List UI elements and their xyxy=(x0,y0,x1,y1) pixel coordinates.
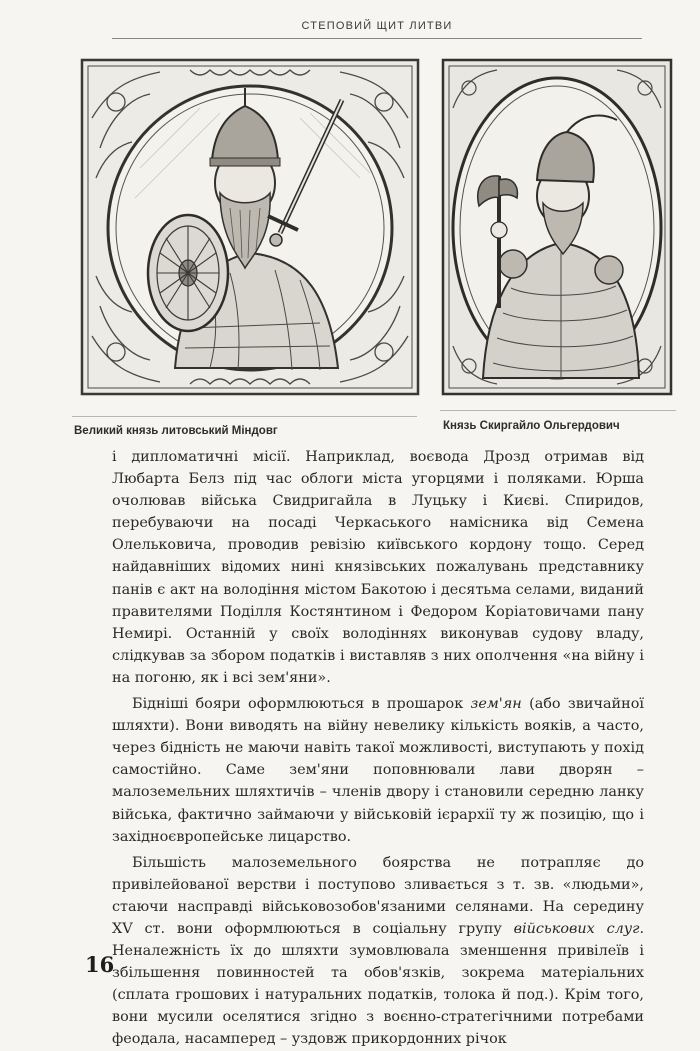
figure-mindovg-portrait xyxy=(80,58,420,396)
paragraph-1: і дипломатичні місії. Наприклад, воєвода Дрозд отримав від Любарта Белз під час облоги міста угорцями і поляками. Юрша очолював війська Свидригайла в Луцьку і Києві. Спиридов, перебуваючи на посаді Черкаського намісника від Семена Олельковича, проводив ревізію київського кордону тощо. Серед найдавніших відомих нині князівських пожалувань представнику панів є акт на володіння містом Бакотою і десятьма селами, виданий правителями Поділля Костянтином і Федором Коріатовичами пану Немирі. Останній у своїх володіннях виконував судову владу, слідкував за збором податків і виставляв з них ополчення «на війну і на погоню, як і всі зем'яни». xyxy=(112,449,644,686)
figure-caption-right: Князь Скиргайло Ольгердович xyxy=(443,420,620,432)
page-number: 16 xyxy=(85,952,115,977)
paragraph-3 xyxy=(112,852,644,1051)
figure-skirgailo-portrait xyxy=(441,58,673,396)
portrait-engraving-icon xyxy=(80,58,420,396)
running-title: СТЕПОВИЙ ЩИТ ЛИТВИ xyxy=(301,20,453,32)
paragraph-3-text-a: Більшість малоземельного боярства не потрапляє до привілейованої верстви і поступово зливається з т. зв. «людьми», стаючи насправді військовозобов'язаними селянами. На середину XV ст. вони оформлюються в соціальну групу xyxy=(112,854,644,937)
header-rule xyxy=(112,38,642,39)
portrait-engraving-icon xyxy=(441,58,673,396)
term-military-servants: військових слуг xyxy=(513,920,640,937)
paragraph-3-text-b: . Неналежність їх до шляхти зумовлювала зменшення привілеїв і збільшення повинностей та обов'язків, зокрема матеріальних (сплата грошових і натуральних податків, толока й под.). Крім того, вони мусили оселятися згідно з воєнно-стратегічними потребами феодала, насамперед – уздовж прикордонних річок xyxy=(112,920,645,1048)
caption-rule xyxy=(72,416,417,417)
paragraph-2 xyxy=(112,693,644,848)
paragraph-2-text-a: Бідніші бояри оформлюються в прошарок xyxy=(132,696,471,713)
caption-rule xyxy=(440,410,676,411)
figure-caption-left: Великий князь литовський Міндовг xyxy=(74,425,278,437)
paragraph-2-text-b: (або звичайної шляхти). Вони виводять на війну невелику кількість вояків, а часто, через бідність не маючи навіть такої можливості, виступають у похід самостійно. Саме зем'яни поповнювали лави дворян – малоземельних шляхтичів – членів двору і становили середню ланку війська, фактично займаючи у військовій ієрархії ту ж позицію, що і західноєвропейське лицарство. xyxy=(112,696,644,845)
body-text xyxy=(112,446,644,1051)
term-zemyany: зем'ян xyxy=(470,696,522,713)
